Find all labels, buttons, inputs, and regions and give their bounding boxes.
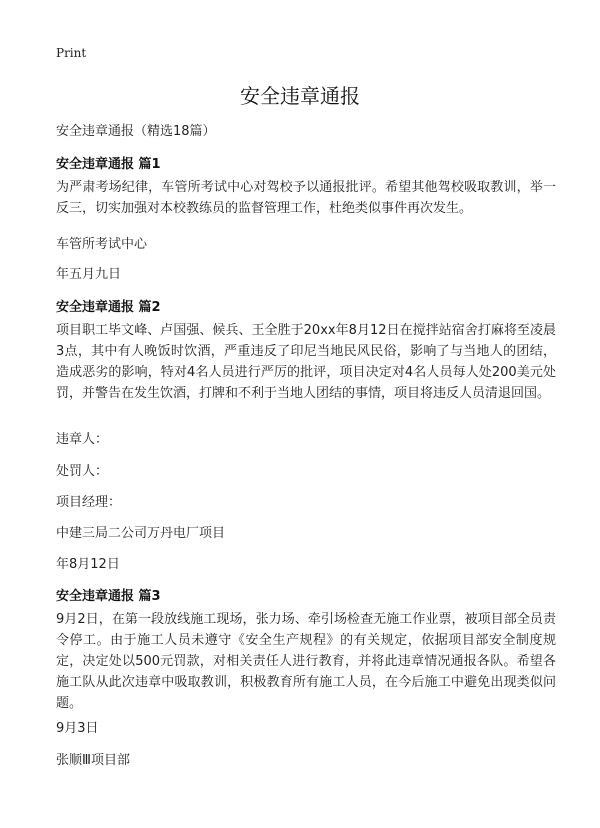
manager-line: 项目经理：	[56, 495, 122, 510]
date-line: 年五月九日	[56, 267, 122, 282]
section-heading: 安全违章通报 篇1	[56, 157, 161, 172]
date-line: 年8月12日	[56, 557, 120, 572]
section-paragraph: 为严肃考场纪律，车管所考试中心对驾校予以通报批评。希望其他驾校吸取教训，举一反三，切实加强对本校教练员的监督管理工作，杜绝类似事件再次发生。	[56, 180, 556, 216]
organization-line: 张顺Ⅲ项目部	[56, 753, 130, 768]
document-subtitle: 安全违章通报（精选18篇）	[56, 124, 216, 139]
signature-line: 车管所考试中心	[56, 237, 148, 252]
section-paragraph: 项目职工毕文峰、卢国强、候兵、王全胜于20xx年8月12日在搅拌站宿舍打麻将至凌晨3点，其中有人晚饭时饮酒，严重违反了印尼当地民风民俗，影响了与当地人的团结，造成恶劣的影响，特对4名人员进行严厉的批评，项目决定对4名人员每人处200美元处罚，并警告在发生饮酒，打牌和不利于当地人团结的事情，项目将违反人员清退回国。	[56, 323, 556, 401]
date-line: 9月3日	[56, 721, 99, 736]
punisher-line: 处罚人：	[56, 464, 109, 479]
document-title: 安全违章通报	[240, 84, 360, 108]
organization-line: 中建三局二公司万丹电厂项目	[56, 526, 226, 541]
violator-line: 违章人：	[56, 432, 109, 447]
section-heading: 安全违章通报 篇3	[56, 589, 161, 604]
section-heading: 安全违章通报 篇2	[56, 300, 161, 315]
print-label[interactable]: Print	[56, 46, 87, 60]
section-paragraph: 9月2日，在第一段放线施工现场，张力场、牵引场检查无施工作业票，被项目部全员责令停工。由于施工人员未遵守《安全生产规程》的有关规定，依据项目部安全制度规定，决定处以500元罚款，对相关责任人进行教育，并将此违章情况通报各队。希望各施工队从此次违章中吸取教训，积极教育所有施工人员，在今后施工中避免出现类似问题。	[56, 612, 556, 711]
